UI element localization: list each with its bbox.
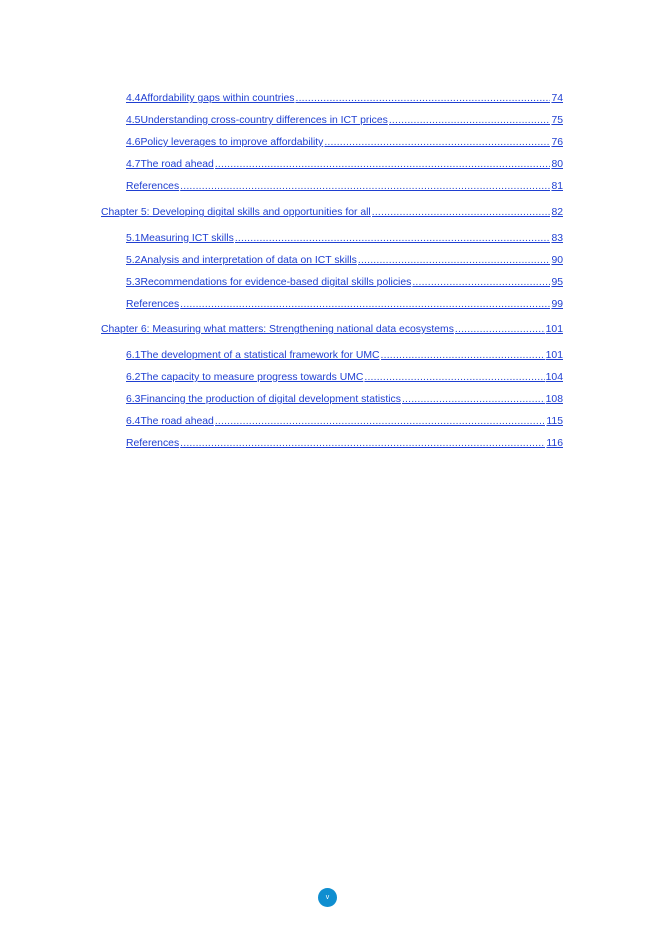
toc-section-number: 5.2 <box>126 255 141 266</box>
toc-section-title: Understanding cross-country differences in ICT prices <box>140 115 388 126</box>
toc-leader-dots <box>215 158 551 172</box>
toc-section-number: 4.5 <box>126 115 141 126</box>
toc-section-number: 4.4 <box>126 93 141 104</box>
toc-entry-chapter-6[interactable] <box>101 323 563 337</box>
toc-page-number: 75 <box>551 115 563 126</box>
toc-page-number: 108 <box>545 394 563 405</box>
toc-page-number: 74 <box>551 93 563 104</box>
toc-section-title: Recommendations for evidence-based digital skills policies <box>140 277 412 288</box>
toc-section-title: Affordability gaps within countries <box>140 93 295 104</box>
toc-entry-5-2[interactable] <box>126 254 563 268</box>
toc-page-number: 81 <box>551 181 563 192</box>
toc-section-title: Analysis and interpretation of data on ICT skills <box>140 255 357 266</box>
toc-page-number: 95 <box>551 277 563 288</box>
toc-section-number: 6.2 <box>126 372 141 383</box>
toc-leader-dots <box>402 393 545 407</box>
toc-leader-dots <box>180 180 550 194</box>
toc-entry-5-1[interactable] <box>126 232 563 246</box>
toc-entry-6-3[interactable] <box>126 393 563 407</box>
toc-leader-dots <box>324 136 550 150</box>
toc-section-title: References <box>126 299 180 310</box>
toc-section-title: The capacity to measure progress towards UMC <box>140 372 364 383</box>
toc-leader-dots <box>381 349 545 363</box>
toc-leader-dots <box>180 298 550 312</box>
toc-page-number: 90 <box>551 255 563 266</box>
toc-section-number: 4.7 <box>126 159 141 170</box>
toc-section-number: 6.3 <box>126 394 141 405</box>
toc-section-title: References <box>126 438 180 449</box>
toc-page-number: 104 <box>545 372 563 383</box>
toc-section-number: 5.3 <box>126 277 141 288</box>
toc-page-number: 76 <box>551 137 563 148</box>
toc-page-number: 101 <box>545 350 563 361</box>
toc-leader-dots <box>389 114 551 128</box>
toc-page-number: 80 <box>551 159 563 170</box>
toc-chapter-title: Chapter 5: Developing digital skills and opportunities for all <box>101 207 371 218</box>
toc-section-title: The road ahead <box>140 416 214 427</box>
toc-page-number: 82 <box>551 207 563 218</box>
toc-section-title: Policy leverages to improve affordability <box>140 137 324 148</box>
toc-entry-4-4[interactable] <box>126 92 563 106</box>
toc-section-title: Financing the production of digital development statistics <box>140 394 401 405</box>
toc-section-title: References <box>126 181 180 192</box>
toc-leader-dots <box>180 437 545 451</box>
page-number-badge: v <box>318 888 337 907</box>
toc-entry-6-4[interactable] <box>126 415 563 429</box>
toc-leader-dots <box>372 206 551 220</box>
toc-section-number: 5.1 <box>126 233 141 244</box>
toc-entry-4-7[interactable] <box>126 158 563 172</box>
toc-entry-chapter-5[interactable] <box>101 206 563 220</box>
toc-entry-references-ch5[interactable] <box>126 298 563 312</box>
toc-entry-references-ch6[interactable] <box>126 437 563 451</box>
toc-section-number: 6.1 <box>126 350 141 361</box>
toc-entry-4-5[interactable] <box>126 114 563 128</box>
toc-page-number: 115 <box>546 416 563 427</box>
toc-page-number: 101 <box>545 324 563 335</box>
table-of-contents <box>101 88 563 451</box>
toc-section-number: 6.4 <box>126 416 141 427</box>
toc-chapter-title: Chapter 6: Measuring what matters: Strengthening national data ecosystems <box>101 324 454 335</box>
toc-section-title: The road ahead <box>140 159 214 170</box>
toc-entry-4-6[interactable] <box>126 136 563 150</box>
toc-page-number: 99 <box>551 299 563 310</box>
toc-entry-6-1[interactable] <box>126 349 563 363</box>
toc-entry-references-ch4[interactable] <box>126 180 563 194</box>
toc-section-number: 4.6 <box>126 137 141 148</box>
toc-leader-dots <box>412 276 550 290</box>
toc-leader-dots <box>364 371 544 385</box>
toc-section-title: The development of a statistical framework for UMC <box>140 350 380 361</box>
toc-entry-5-3[interactable] <box>126 276 563 290</box>
toc-page-number: 83 <box>551 233 563 244</box>
toc-entry-6-2[interactable] <box>126 371 563 385</box>
toc-leader-dots <box>358 254 551 268</box>
toc-page-number: 116 <box>546 438 563 449</box>
toc-section-title: Measuring ICT skills <box>140 233 234 244</box>
toc-leader-dots <box>455 323 545 337</box>
toc-leader-dots <box>295 92 550 106</box>
toc-leader-dots <box>215 415 546 429</box>
toc-leader-dots <box>235 232 551 246</box>
